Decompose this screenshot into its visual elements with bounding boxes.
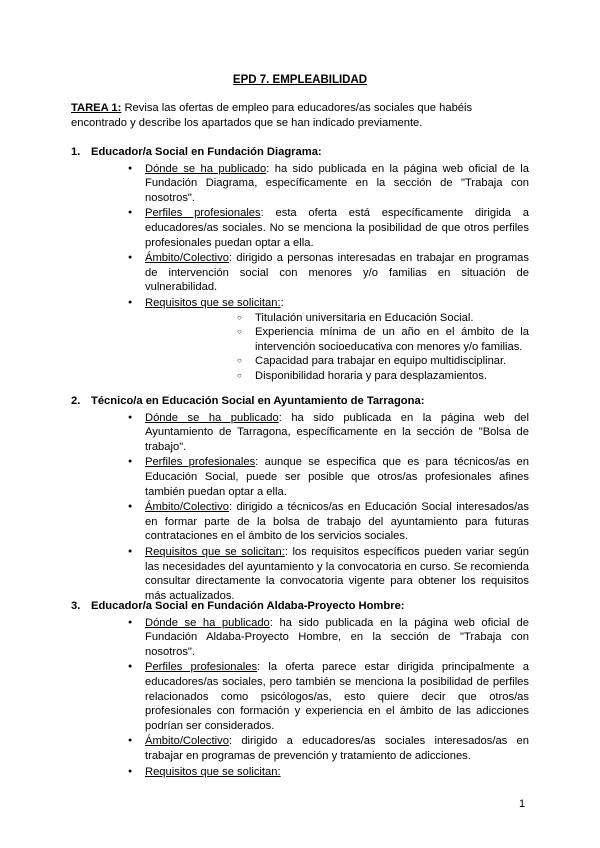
section-1 [71,145,529,385]
list-item [71,545,529,603]
item-text: : ha sido publicada en la página web oficial de la Fundación Diagrama, específicamente en la sección de "Trabaja con nosotros". [145,162,529,204]
section-number: 2. [71,395,81,407]
item-text: : [280,296,284,309]
section-heading [71,599,529,614]
item-text: : los requisitos específicos pueden variar según las necesidades del ayuntamiento y la convocatoria en curso. Se recomienda consultar directamente la convocatoria vigente para obtener los requisitos más actualizados. [145,545,529,602]
task-paragraph [71,101,529,130]
list-item [71,734,529,763]
list-item [71,251,529,295]
item-text: : esta oferta está específicamente dirigida a educadores/as sociales. No se menciona la posibilidad de que otros perfiles profesionales puedan optar a ella. [145,207,529,249]
item-label: Ámbito/Colectivo [145,501,229,514]
item-text: : la oferta parece estar dirigida principalmente a educadores/as sociales, pero también se menciona la posibilidad de perfiles relacionados como psicólogos/as, esto quiere decir que otros/as profesionales con formación y experiencia en el ámbito de las adicciones podrían ser considerados. [145,661,530,732]
item-label: Requisitos que se solicitan: [145,545,285,558]
section-number: 3. [71,600,81,612]
item-label: Dónde se ha publicado [145,162,267,175]
item-label: Perfiles profesionales [145,456,256,469]
item-label: Perfiles profesionales [145,661,258,674]
item-label: Requisitos que se solicitan: [145,296,281,309]
item-label: Dónde se ha publicado [145,616,270,629]
section-title: Educador/a Social en Fundación Aldaba-Proyecto Hombre: [91,600,405,612]
sub-list-item: ○ Disponibilidad horaria y para desplazamientos. [145,369,529,384]
list-item [71,411,529,455]
list-item [71,500,529,544]
list-item [71,765,529,780]
document-title: EPD 7. EMPLEABILIDAD [232,74,368,86]
section-heading [71,394,529,409]
list-item [71,162,529,206]
item-label: Ámbito/Colectivo [145,252,229,265]
section-number: 1. [71,146,81,158]
section-title: Técnico/a en Educación Social en Ayuntamiento de Tarragona: [91,395,425,407]
section-2 [71,394,529,604]
list-item [71,455,529,499]
item-text: : dirigido a educadores/as sociales interesados/as en trabajar en programas de prevención y tratamiento de adicciones. [145,735,529,762]
page-number: 1 [519,798,526,810]
item-label: Dónde se ha publicado [145,411,279,424]
list-item [71,206,529,250]
list-item [71,660,529,733]
item-label: Ámbito/Colectivo [145,735,229,748]
section-heading [71,145,529,160]
section-3 [71,599,529,780]
section-title: Educador/a Social en Fundación Diagrama: [91,146,322,158]
item-label: Requisitos que se solicitan: [145,765,281,778]
item-text: : dirigido a técnicos/as en Educación Social interesados/as en formar parte de la bolsa de trabajo del ayuntamiento para futuras contrataciones en el ámbito de los servicios sociales. [145,501,529,543]
task-text: Revisa las ofertas de empleo para educadores/as sociales que habéis encontrado y describe los apartados que se han indicado previamente. [71,102,473,129]
item-text: : ha sido publicada en la página web del Ayuntamiento de Tarragona, específicamente en la sección de "Bolsa de trabajo". [145,411,529,453]
task-label: TAREA 1: [71,102,122,114]
sub-list-item: ○ Capacidad para trabajar en equipo multidisciplinar. [145,354,529,369]
item-text: : aunque se especifica que es para técnicos/as en Educación Social, puede ser posible que otros/as profesionales afines también puedan optar a ella. [145,456,529,498]
list-item [71,296,529,384]
item-text: : ha sido publicada en la página web oficial de Fundación Aldaba-Proyecto Hombre, en la sección de "Trabaja con nosotros". [145,616,530,658]
item-label: Perfiles profesionales [145,207,261,220]
list-item [71,616,529,660]
item-text: : dirigido a personas interesadas en trabajar en programas de intervención social con menores y/o familias en situación de vulnerabilidad. [145,252,529,294]
sub-list-item: ○ Titulación universitaria en Educación Social. [145,311,529,326]
sub-list-item: ○ Experiencia mínima de un año en el ámbito de la intervención socioeducativa con menores y/o familias. [145,325,529,354]
